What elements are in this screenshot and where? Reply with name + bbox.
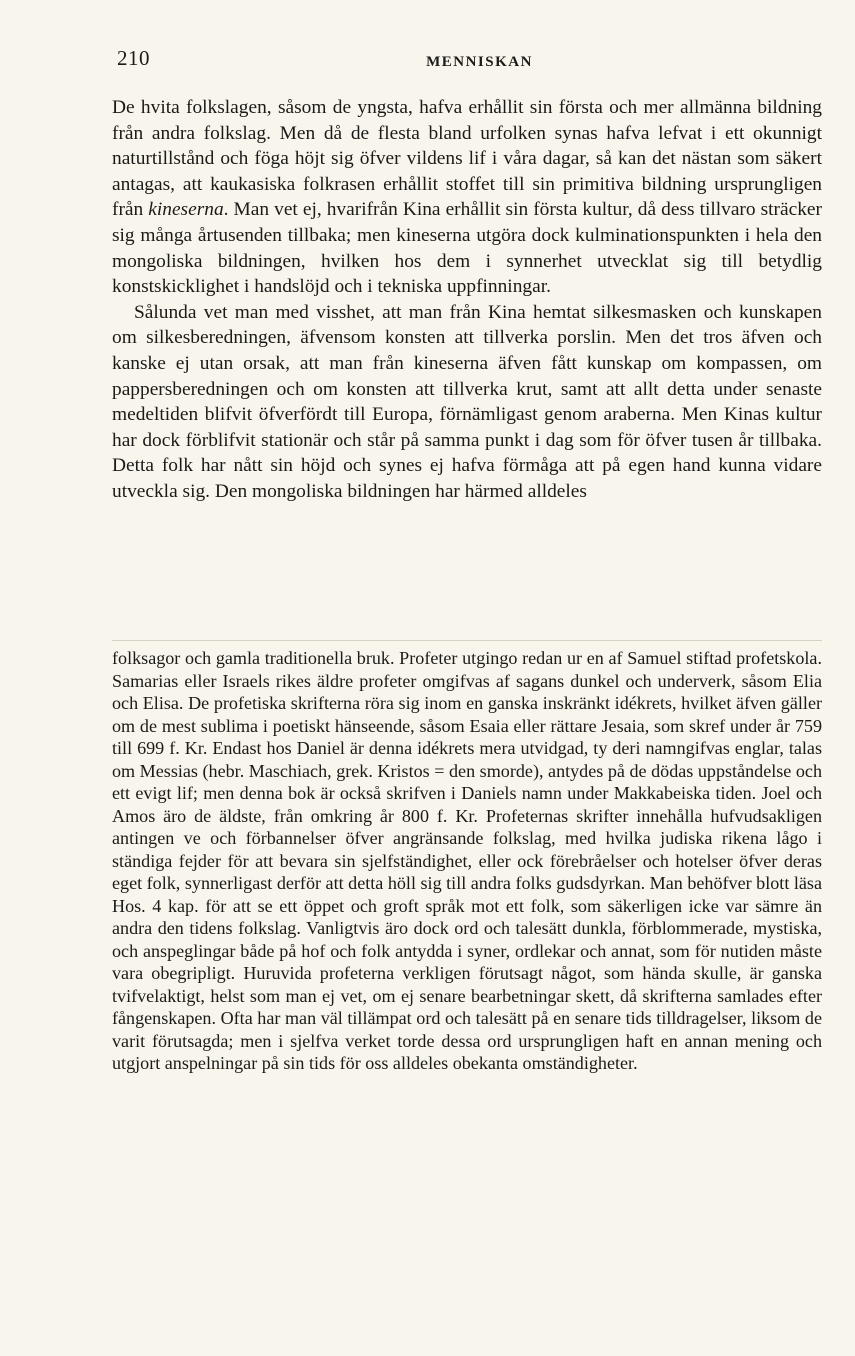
footnote: folksagor och gamla traditionella bruk. Profeter utgingo redan ur en af Samuel stiftad profetskola. Samarias eller Israels rikes äldre profeter omgifvas af sagans dunkel och underverk, såsom Elia och Elisa. De profetiska skrifterna röra sig inom en ganska inskränkt idékrets, hvilket äfven gäller om de mest sublima i poetiskt hänseende, såsom Esaia eller rättare Jesaia, som skref under år 759 till 699 f. Kr. Endast hos Daniel är denna idékrets mera utvidgad, ty deri namngifvas englar, talas om Messias (hebr. Maschiach, grek. Kristos = den smorde), antydes på de dödas uppståndelse och ett evigt lif; men denna bok är också skrifven i Daniels namn under Makkabeiska tiden. Joel och Amos äro de äldste, från omkring år 800 f. Kr. Profeternas skrifter innehålla hufvudsakligen antingen ve och förbannelser öfver angränsande folkslag, med hvilka judiska rikena lågo i ständiga fejder för att bevara sin sjelfständighet, eller ock förebråelser och hotelser öfver deras eget folk, synnerligast derför att detta höll sig till andra folks gudsdyrkan. Man behöfver blott läsa Hos. 4 kap. för att se ett öppet och groft språk mot ett folk, som säkerligen icke var sämre än andra den tidens folkslag. Vanligtvis äro dock ord och talesätt dunkla, förblommerade, mystiska, och anspeglingar både på hof och folk antydda i syner, ordlekar och annat, som för nutiden måste vara obegripligt. Huruvida profeterna verkligen förutsagt något, som hända skulle, är ganska tvifvelaktigt, helst som man ej vet, om ej senare bearbetningar skett, då skrifterna samlades efter fångenskapen. Ofta har man väl tillämpat ord och talesätt på en senare tids tilldragelser, liksom de varit förutsagda; men i sjelfva verket torde dessa ord ursprungligen haft en annan mening och utgjort anspelningar på sin tids för oss alldeles obekanta omständigheter. [112, 648, 823, 1073]
paragraph-2: Sålunda vet man med visshet, att man från Kina hemtat silkesmasken och kunskapen om silkesberedningen, äfvensom konsten att tillverka porslin. Men det tros äfven och kanske ej utan orsak, att man från kineserna äfven fått kunskap om kompassen, om pappersberedningen och om konsten att tillverka krut, samt att allt detta under senaste medeltiden blifvit öfverfördt till Europa, förnämligast genom araberna. Men Kinas kultur har dock förblifvit stationär och står på samma punkt i dag som för öfver tusen år tillbaka. Detta folk har nått sin höjd och synes ej hafva förmåga att på egen hand kunna vidare utveckla sig. Den mongoliska bildningen har härmed alldeles [112, 301, 822, 502]
footnote-divider [112, 640, 822, 641]
running-title-text: MENNISKAN [426, 54, 533, 70]
paragraph-1 [112, 95, 822, 300]
paragraph-1-italic: kineserna [148, 199, 224, 221]
running-title [0, 54, 855, 71]
page-number: 210 [117, 46, 150, 70]
paragraph-1-end: . Man vet ej, hvarifrån Kina erhållit sin första kultur, då dess tillvaro sträcker sig många årtusenden tillbaka; men kineserna utgöra dock kulminationspunkten i hela den mongoliska bildningen, hvilken hos dem i synnerhet utvecklat sig till betydlig konstskicklighet i handslöjd och i tekniska uppfinningar. [112, 199, 822, 298]
paragraph-1-start: De hvita folkslagen, såsom de yngsta, hafva erhållit sin första och mer allmänna bildning från andra folkslag. Men då de flesta bland urfolken synas hafva lefvat i ett okunnigt naturtillstånd och föga höjt sig öfver vildens lif i våra dagar, så kan det nästan som säkert antagas, att kaukasiska folkrasen erhållit stoffet till sin primitiva bildning ursprungligen från [112, 97, 822, 221]
main-text [112, 95, 822, 505]
